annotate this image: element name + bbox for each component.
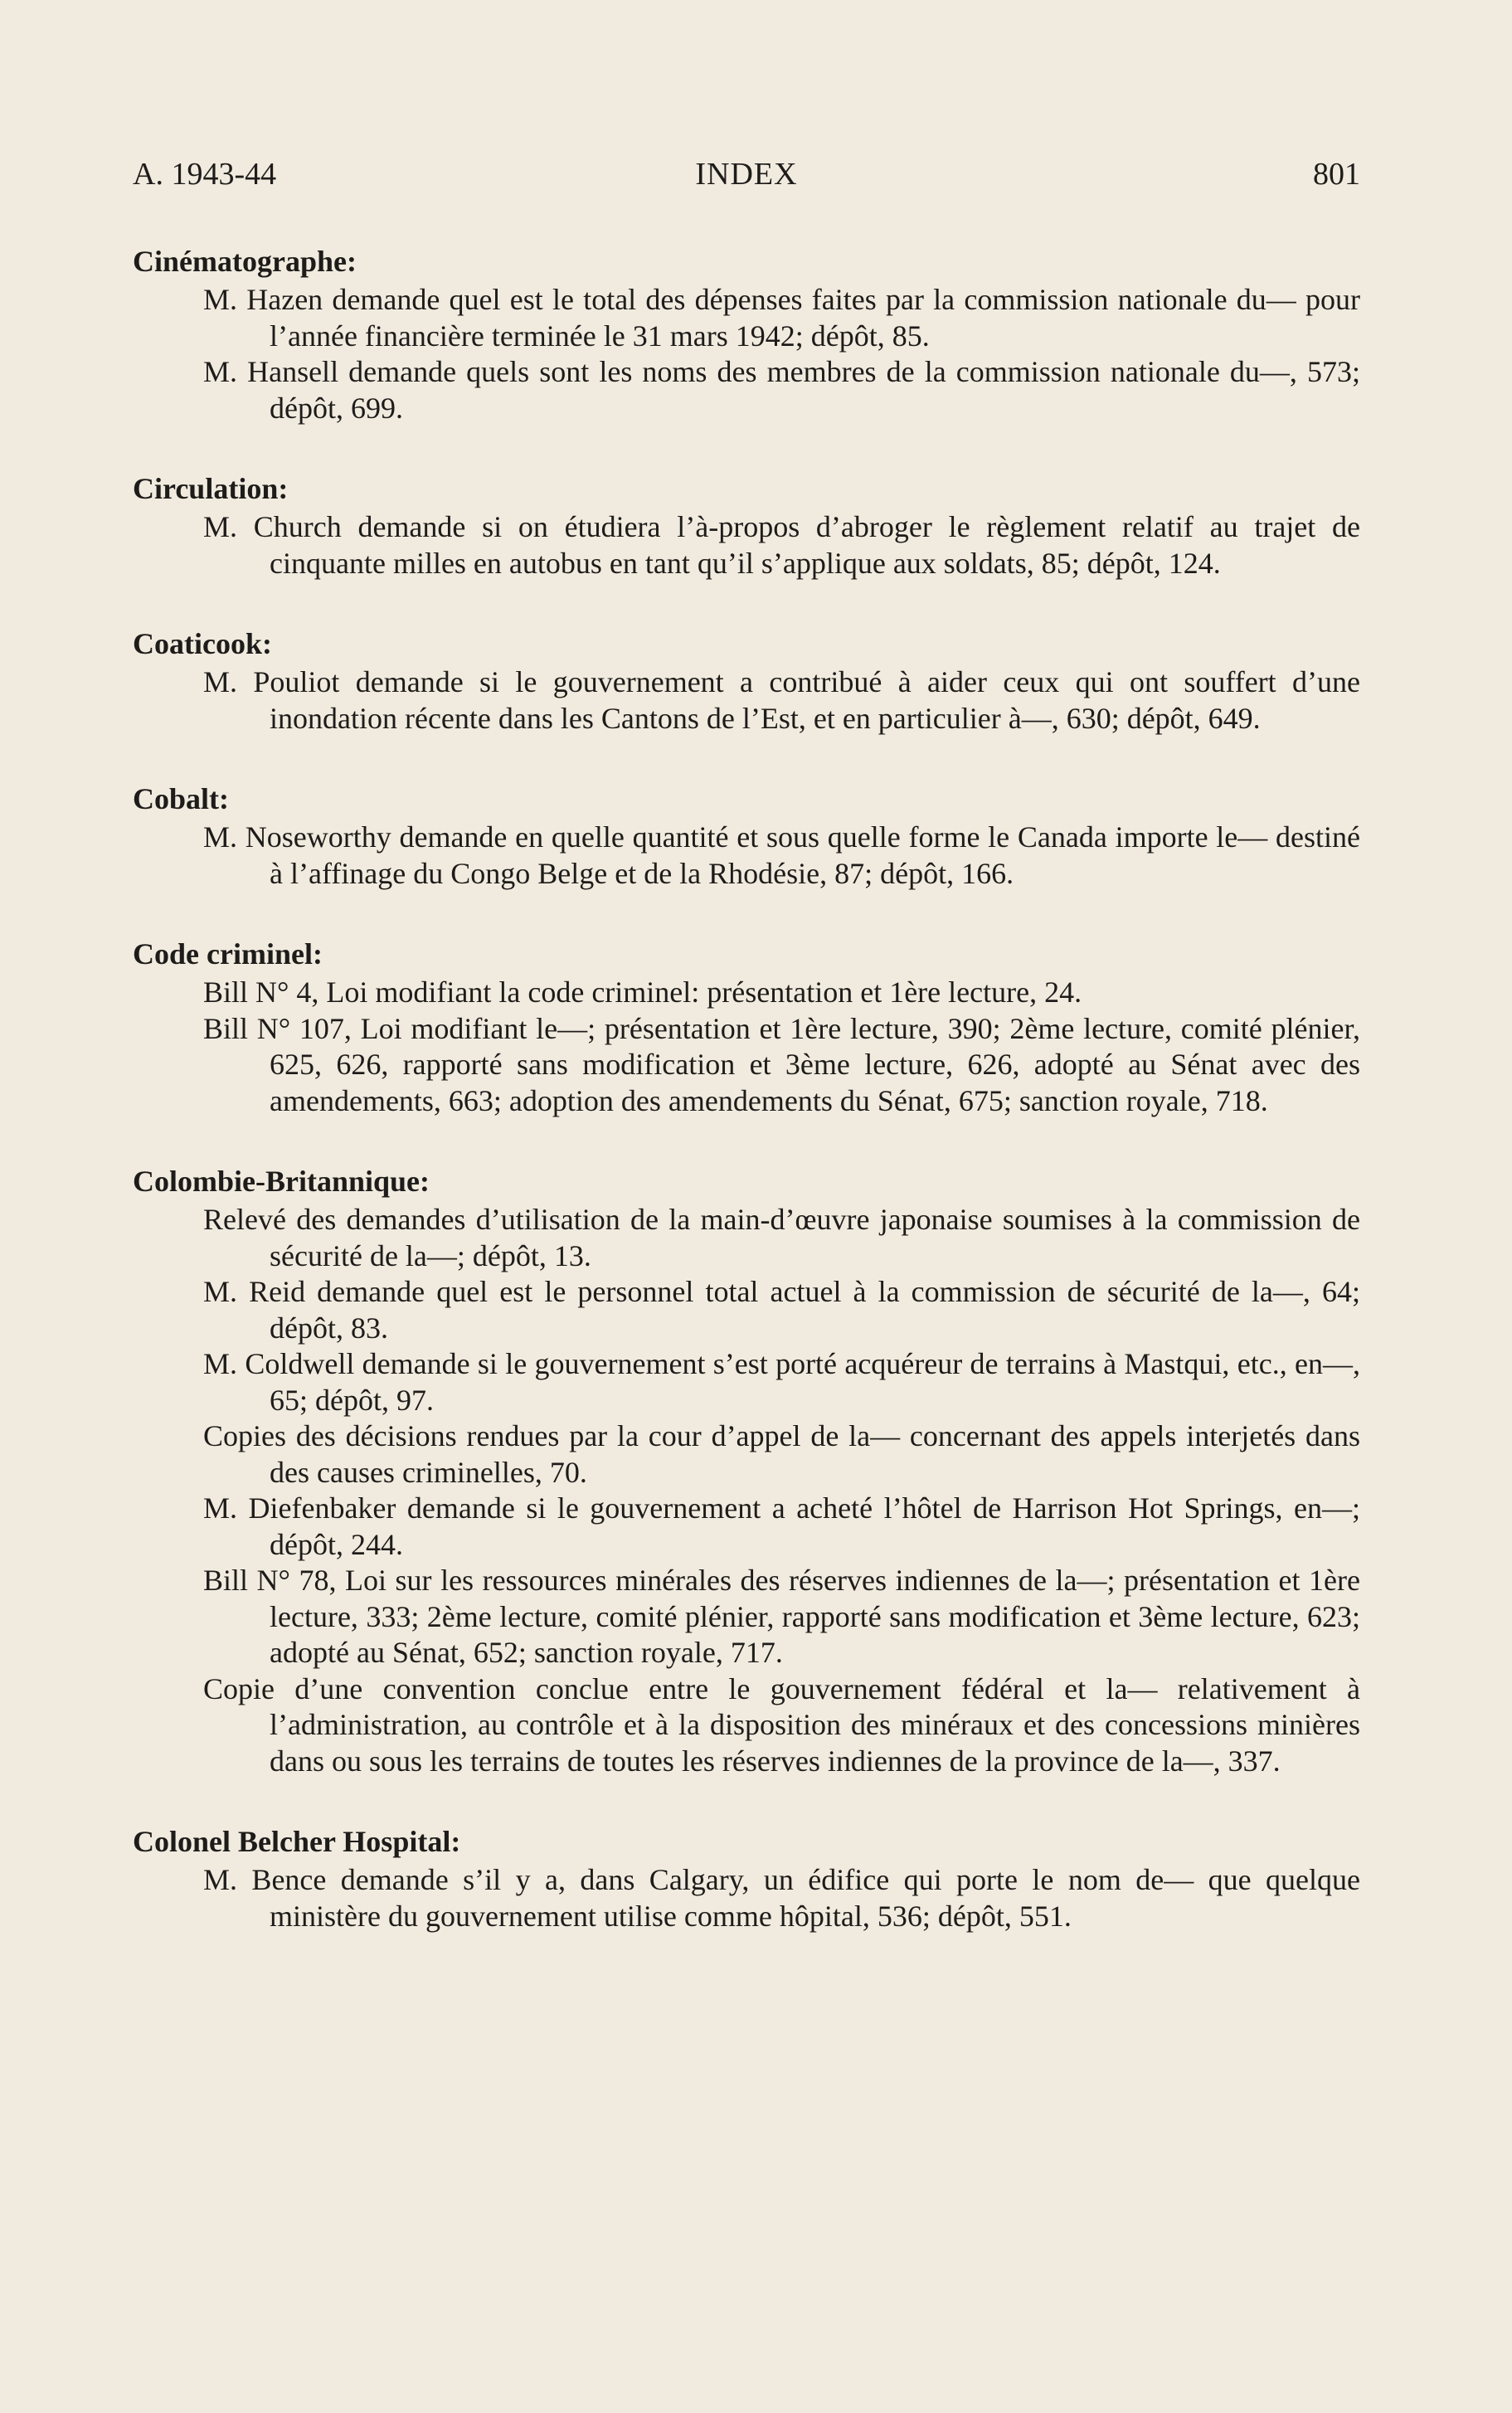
section-heading: Circulation: <box>133 472 289 505</box>
index-section-colombie-britannique <box>133 1160 1360 1779</box>
page-title: INDEX <box>695 157 798 192</box>
section-heading: Code criminel: <box>133 937 323 971</box>
index-page <box>133 0 1360 2413</box>
section-heading: Colombie-Britannique: <box>133 1165 430 1198</box>
index-section-cobalt <box>133 778 1360 892</box>
index-entry: Copie d’une convention conclue entre le gouvernement fédéral et la— relativement à l’administration, au contrôle et à la disposition des minéraux et des concessions minières dans ou sous les terrains de toutes les réserves indiennes de la province de la—, 337. <box>203 1671 1360 1778</box>
section-heading: Coaticook: <box>133 627 272 660</box>
index-section-cinematographe <box>133 241 1360 426</box>
index-entry: Bill N° 4, Loi modifiant la code criminel: présentation et 1ère lecture, 24. <box>203 975 1082 1009</box>
index-section-coaticook <box>133 623 1360 737</box>
section-heading: Cinématographe: <box>133 245 357 278</box>
session-year: A. 1943-44 <box>133 157 277 192</box>
index-entry: M. Noseworthy demande en quelle quantité et sous quelle forme le Canada importe le— destiné à l’affinage du Congo Belge et de la Rhodésie, 87; dépôt, 166. <box>203 820 1360 890</box>
index-section-circulation <box>133 468 1360 581</box>
index-entry: M. Coldwell demande si le gouvernement s’est porté acquéreur de terrains à Mastqui, etc., en—, 65; dépôt, 97. <box>203 1347 1360 1417</box>
index-section-colonel-belcher-hospital <box>133 1821 1360 1934</box>
index-entry: M. Pouliot demande si le gouvernement a contribué à aider ceux qui ont souffert d’une inondation récente dans les Cantons de l’Est, et en particulier à—, 630; dépôt, 649. <box>203 665 1360 735</box>
index-entry: M. Hazen demande quel est le total des dépenses faites par la commission nationale du— pour l’année financière terminée le 31 mars 1942; dépôt, 85. <box>203 283 1360 353</box>
index-entry: Copies des décisions rendues par la cour d’appel de la— concernant des appels interjetés dans des causes criminelles, 70. <box>203 1419 1360 1489</box>
index-content <box>133 241 1360 1976</box>
index-entry: M. Diefenbaker demande si le gouvernement a acheté l’hôtel de Harrison Hot Springs, en—; dépôt, 244. <box>203 1491 1360 1561</box>
index-section-code-criminel <box>133 933 1360 1119</box>
index-entry: Bill N° 107, Loi modifiant le—; présentation et 1ère lecture, 390; 2ème lecture, comité plénier, 625, 626, rapporté sans modification et 3ème lecture, 626, adopté au Sénat avec des amendements, 663; adoption des amendements du Sénat, 675; sanction royale, 718. <box>203 1011 1360 1117</box>
page-number: 801 <box>1313 157 1360 192</box>
section-heading: Cobalt: <box>133 782 229 815</box>
index-entry: M. Hansell demande quels sont les noms des membres de la commission nationale du—, 573; dépôt, 699. <box>203 355 1360 425</box>
index-entry: M. Church demande si on étudiera l’à-propos d’abroger le règlement relatif au trajet de cinquante milles en autobus en tant qu’il s’applique aux soldats, 85; dépôt, 124. <box>203 510 1360 580</box>
section-heading: Colonel Belcher Hospital: <box>133 1825 461 1858</box>
running-head <box>133 151 1360 197</box>
index-entry: M. Reid demande quel est le personnel total actuel à la commission de sécurité de la—, 64; dépôt, 83. <box>203 1275 1360 1345</box>
index-entry: Relevé des demandes d’utilisation de la main-d’œuvre japonaise soumises à la commission de sécurité de la—; dépôt, 13. <box>203 1203 1360 1272</box>
index-entry: Bill N° 78, Loi sur les ressources minérales des réserves indiennes de la—; présentation et 1ère lecture, 333; 2ème lecture, comité plénier, rapporté sans modification et 3ème lecture, 623; adopté au Sénat, 652; sanction royale, 717. <box>203 1564 1360 1669</box>
index-entry: M. Bence demande s’il y a, dans Calgary, un édifice qui porte le nom de— que quelque ministère du gouvernement utilise comme hôpital, 536; dépôt, 551. <box>203 1863 1360 1933</box>
